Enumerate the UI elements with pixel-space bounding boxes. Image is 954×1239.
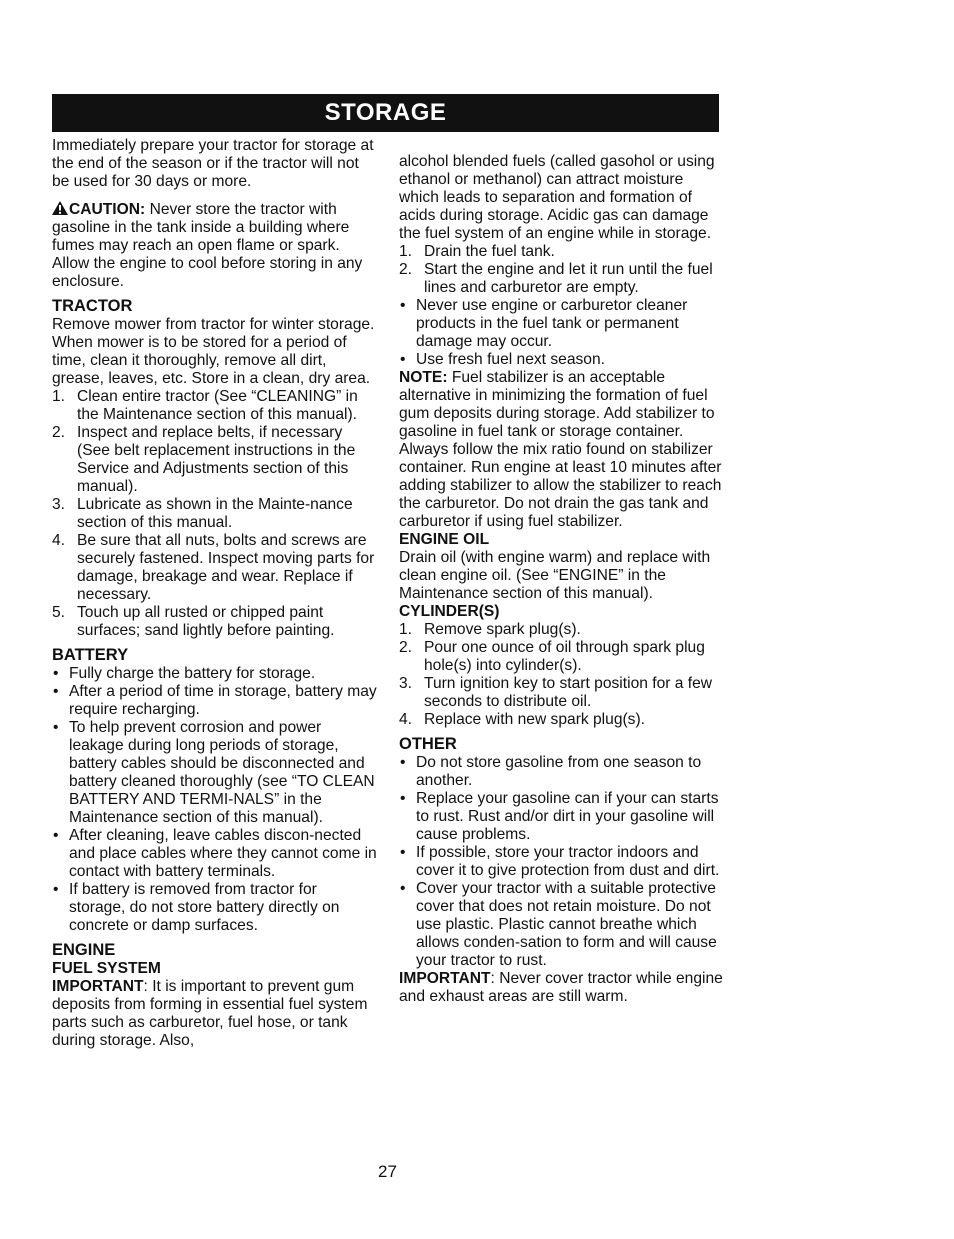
note-text: Fuel stabilizer is an acceptable alternative in minimizing the formation of fuel gum deposits during storage. Add stabilizer to gasoline in fuel tank or storage container. Always follow the mix ratio found on stabilizer container. Run engine at least 10 minutes after adding stabilizer to allow the stabilizer to reach the carburetor. Do not drain the gas tank and carburetor if using fuel stabilizer.	[399, 369, 722, 530]
step-number: 5.	[52, 604, 66, 621]
bullet-text: To help prevent corrosion and power leakage during long periods of storage, battery cables should be disconnected and battery cleaned thoroughly (see “TO CLEAN BATTERY AND TERMI-NALS” in the Maintenance section of this manual).	[69, 719, 375, 826]
list-item	[399, 880, 724, 970]
list-item	[52, 827, 377, 881]
fuel-continued-paragraph: alcohol blended fuels (called gasohol or using ethanol or methanol) can attract moisture which leads to separation and formation of acids during storage. Acidic gas can damage the fuel system of an engine while in storage.	[399, 153, 715, 242]
fuel-bullets-list	[399, 297, 724, 369]
bullet-text: If possible, store your tractor indoors and cover it to give protection from dust and dirt.	[416, 844, 720, 879]
list-item	[52, 683, 377, 719]
fuel-steps-list	[399, 243, 724, 297]
right-column	[399, 153, 724, 1006]
step-number: 2.	[52, 424, 66, 441]
list-item	[399, 844, 724, 880]
bullet-text: After a period of time in storage, battery may require recharging.	[69, 683, 377, 718]
step-text: Be sure that all nuts, bolts and screws are securely fastened. Inspect moving parts for damage, breakage and wear. Replace if necessary.	[77, 532, 375, 603]
engine-oil-text: Drain oil (with engine warm) and replace with clean engine oil. (See “ENGINE” in the Maintenance section of this manual).	[399, 549, 711, 602]
warning-triangle-icon	[52, 201, 68, 215]
bullet-text: Never use engine or carburetor cleaner products in the fuel tank or permanent damage may occur.	[416, 297, 688, 350]
engine-heading: ENGINE	[52, 941, 116, 959]
step-text: Replace with new spark plug(s).	[424, 711, 646, 728]
step-number: 2.	[399, 261, 413, 278]
step-text: Remove spark plug(s).	[424, 621, 581, 638]
bullet: •	[400, 844, 406, 861]
section-title: STORAGE	[324, 99, 447, 126]
important-label: IMPORTANT	[399, 970, 491, 987]
list-item	[399, 351, 724, 369]
left-column	[52, 137, 377, 1050]
caution-text: Never store the tractor with gasoline in the tank inside a building where fumes may reach an open flame or spark. Allow the engine to cool before storing in any enclosure.	[52, 201, 363, 290]
step-text: Start the engine and let it run until the fuel lines and carburetor are empty.	[424, 261, 713, 296]
list-item	[52, 532, 377, 604]
bullet: •	[400, 297, 406, 314]
page-number: 27	[378, 1162, 397, 1181]
step-number: 4.	[52, 532, 66, 549]
step-text: Lubricate as shown in the Mainte-nance section of this manual.	[77, 496, 353, 531]
list-item	[52, 665, 377, 683]
other-heading: OTHER	[399, 735, 457, 753]
bullet-text: Replace your gasoline can if your can starts to rust. Rust and/or dirt in your gasoline will cause problems.	[416, 790, 719, 843]
step-number: 1.	[399, 243, 413, 260]
bullet-text: Do not store gasoline from one season to another.	[416, 754, 702, 789]
step-text: Drain the fuel tank.	[424, 243, 555, 260]
bullet: •	[400, 790, 406, 807]
step-number: 1.	[399, 621, 413, 638]
bullet-text: Fully charge the battery for storage.	[69, 665, 316, 682]
list-item	[52, 424, 377, 496]
list-item	[52, 719, 377, 827]
step-text: Touch up all rusted or chipped paint surfaces; sand lightly before painting.	[77, 604, 335, 639]
list-item	[52, 604, 377, 640]
step-text: Inspect and replace belts, if necessary (See belt replacement instructions in the Service and Adjustments section of this manual).	[77, 424, 356, 495]
other-bullets-list	[399, 754, 724, 970]
important-text: : Never cover tractor while engine and exhaust areas are still warm.	[399, 970, 723, 1005]
list-item	[52, 388, 377, 424]
important-text: : It is important to prevent gum deposits from forming in essential fuel system parts such as carburetor, fuel hose, or tank during storage. Also,	[52, 978, 368, 1049]
list-item	[399, 621, 724, 639]
bullet: •	[400, 880, 406, 897]
step-number: 3.	[399, 675, 413, 692]
caution-paragraph	[52, 201, 377, 291]
important-paragraph	[399, 970, 724, 1006]
step-number: 2.	[399, 639, 413, 656]
list-item	[399, 675, 724, 711]
step-text: Pour one ounce of oil through spark plug hole(s) into cylinder(s).	[424, 639, 705, 674]
list-item	[52, 881, 377, 935]
list-item	[399, 790, 724, 844]
list-item	[399, 754, 724, 790]
step-text: Turn ignition key to start position for a few seconds to distribute oil.	[424, 675, 713, 710]
note-paragraph	[399, 369, 724, 531]
tractor-intro: Remove mower from tractor for winter storage. When mower is to be stored for a period of time, clean it thoroughly, remove all dirt, grease, leaves, etc. Store in a clean, dry area.	[52, 316, 375, 387]
bullet-text: After cleaning, leave cables discon-nected and place cables where they cannot come in contact with battery terminals.	[69, 827, 377, 880]
bullet: •	[53, 665, 59, 682]
list-item	[399, 243, 724, 261]
section-title-banner	[52, 94, 719, 132]
important-label: IMPORTANT	[52, 978, 144, 995]
bullet: •	[53, 719, 59, 736]
step-text: Clean entire tractor (See “CLEANING” in the Maintenance section of this manual).	[77, 388, 358, 423]
step-number: 3.	[52, 496, 66, 513]
intro-paragraph: Immediately prepare your tractor for storage at the end of the season or if the tractor will not be used for 30 days or more.	[52, 137, 374, 190]
list-item	[399, 261, 724, 297]
step-number: 1.	[52, 388, 66, 405]
cylinder-steps-list	[399, 621, 724, 729]
bullet: •	[53, 881, 59, 898]
bullet-text: Use fresh fuel next season.	[416, 351, 605, 368]
tractor-steps-list	[52, 388, 377, 640]
caution-label: CAUTION:	[69, 201, 146, 218]
battery-bullets-list	[52, 665, 377, 935]
battery-heading: BATTERY	[52, 646, 129, 664]
bullet: •	[53, 827, 59, 844]
list-item	[399, 297, 724, 351]
bullet-text: If battery is removed from tractor for storage, do not store battery directly on concrete or damp surfaces.	[69, 881, 340, 934]
bullet: •	[400, 351, 406, 368]
bullet: •	[53, 683, 59, 700]
list-item	[399, 711, 724, 729]
step-number: 4.	[399, 711, 413, 728]
cylinders-heading: CYLINDER(S)	[399, 603, 500, 620]
engine-oil-heading: ENGINE OIL	[399, 531, 490, 548]
fuel-important-paragraph	[52, 978, 377, 1050]
fuel-system-heading: FUEL SYSTEM	[52, 960, 161, 977]
note-label: NOTE:	[399, 369, 448, 386]
list-item	[399, 639, 724, 675]
tractor-heading: TRACTOR	[52, 297, 133, 315]
list-item	[52, 496, 377, 532]
bullet: •	[400, 754, 406, 771]
bullet-text: Cover your tractor with a suitable protective cover that does not retain moisture. Do not use plastic. Plastic cannot breathe which allows conden-sation to form and will cause your tractor to rust.	[416, 880, 717, 969]
